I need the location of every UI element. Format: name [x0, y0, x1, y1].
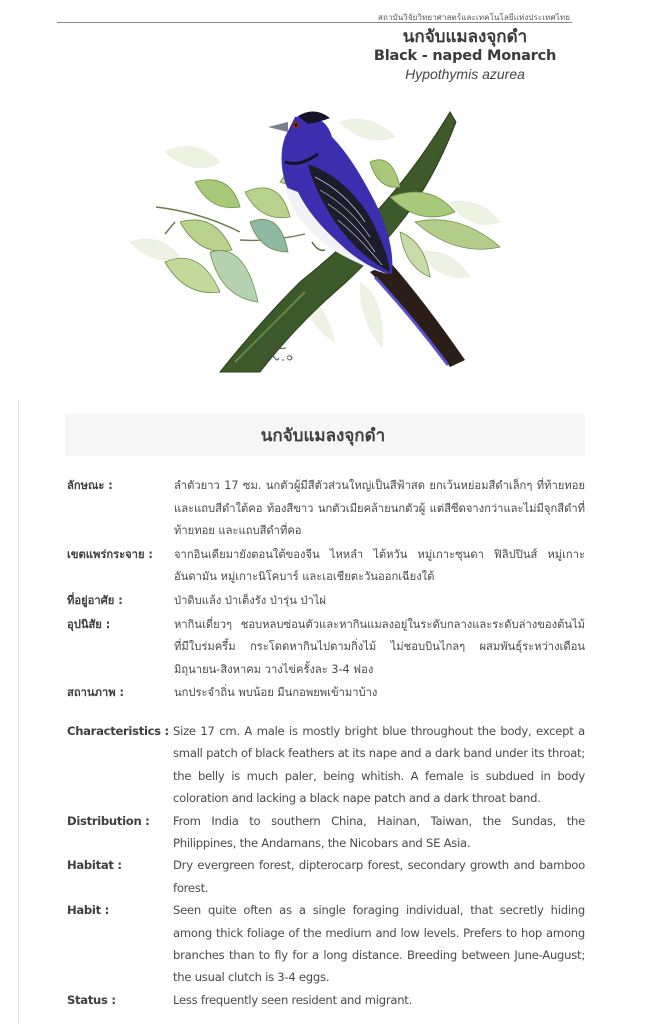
- bird-beak: [268, 122, 288, 132]
- page-edge-rule: [18, 400, 19, 1024]
- detail-label: Characteristics :: [67, 724, 169, 738]
- detail-row-distribution-th: [67, 544, 585, 589]
- detail-row-status: [67, 989, 585, 1011]
- detail-value: From India to southern China, Hainan, Taiwan, the Sundas, the Philippines, the Andamans, the Nicobars and SE Asia.: [173, 813, 585, 851]
- detail-value: ป่าดิบแล้ง ป่าเต็งรัง ป่ารุ่น ป่าไผ่: [174, 593, 326, 607]
- detail-label: ลักษณะ :: [67, 479, 113, 492]
- english-details: [67, 720, 585, 1011]
- detail-row-habitat: [67, 854, 585, 899]
- detail-row-habit: [67, 899, 585, 989]
- detail-value: จากอินเดียมายังตอนใต้ของจีน ไหหลำ ไต้หวัน หมู่เกาะซุนดา ฟิลิปปินส์ หมู่เกาะอันดามัน หมู่เกาะนิโคบาร์ และเอเชียตะวันออกเฉียงใต้: [174, 547, 585, 584]
- detail-value: ลำตัวยาว 17 ซม. นกตัวผู้มีสีตัวส่วนใหญ่เป็นสีฟ้าสด ยกเว้นหย่อมสีดำเล็กๆ ที่ท้ายทอย และแถบสีดำใต้คอ ท้องสีขาว นกตัวเมียคล้ายนกตัวผู้ แต่สีซีดจางกว่าและไม่มีจุกสีดำที่ท้ายทอย และแถบสีดำที่คอ: [174, 479, 585, 538]
- detail-label: อุปนิสัย :: [67, 617, 111, 631]
- detail-label: Habitat :: [67, 858, 122, 873]
- scientific-name: Hypothymis azurea: [405, 66, 525, 82]
- institute-name: สถาบันวิจัยวิทยาศาสตร์และเทคโนโลยีแห่งประเทศไทย: [378, 13, 570, 22]
- detail-row-distribution: [67, 810, 585, 855]
- header-rule: [57, 22, 572, 23]
- detail-label: Status :: [67, 992, 116, 1007]
- detail-row-status-th: [67, 682, 585, 705]
- thai-species-name: นกจับแมลงจุกดำ: [402, 27, 528, 47]
- detail-label: ที่อยู่อาศัย :: [67, 593, 123, 607]
- detail-value: Dry evergreen forest, dipterocarp forest, secondary growth and bamboo forest.: [173, 858, 585, 895]
- bird-tail: [370, 262, 465, 367]
- species-title-block: [360, 27, 570, 83]
- detail-label: Habit :: [67, 903, 109, 918]
- thai-details: [67, 475, 585, 706]
- detail-row-characteristics-th: [67, 475, 585, 543]
- section-title: นกจับแมลงจุกดำ: [260, 426, 386, 446]
- detail-label: สถานภาพ :: [67, 686, 124, 700]
- detail-value: Less frequently seen resident and migrant.: [173, 992, 413, 1007]
- detail-row-habitat-th: [67, 590, 585, 613]
- detail-value: นกประจำถิ่น พบน้อย มีนกอพยพเข้ามาบ้าง: [174, 686, 378, 700]
- detail-label: เขตแพร่กระจาย :: [67, 547, 153, 561]
- bird-illustration: [120, 82, 520, 392]
- english-species-name: Black - naped Monarch: [373, 48, 557, 64]
- detail-value: หากินเดี่ยวๆ ชอบหลบซ่อนตัวและหากินแมลงอยู่ในระดับกลางและระดับล่างของต้นไม้ที่มีใบร่มครึ้ม กระโดดหากินไปตามกิ่งไม้ ไม่ชอบบินไกลๆ ผสมพันธุ์ระหว่างเดือนมิถุนายน-สิงหาคม วางไข่ครั้งละ 3-4 ฟอง: [174, 617, 585, 676]
- detail-value: Size 17 cm. A male is mostly bright blue throughout the body, except a small patch of black feathers at its nape and a dark band under its throat; the belly is much paler, being whitish. A female is subdued in body coloration and lacking a black nape patch and a dark throat band.: [173, 724, 585, 806]
- detail-row-habit-th: [67, 614, 585, 682]
- detail-value: Seen quite often as a single foraging individual, that secretly hiding among thick foliage of the medium and low levels. Prefers to hop among branches than to fly for a long distance. Breeding between June-August; the usual clutch is 3-4 eggs.: [173, 903, 585, 985]
- detail-label: Distribution :: [67, 813, 150, 828]
- detail-row-characteristics: [67, 720, 585, 810]
